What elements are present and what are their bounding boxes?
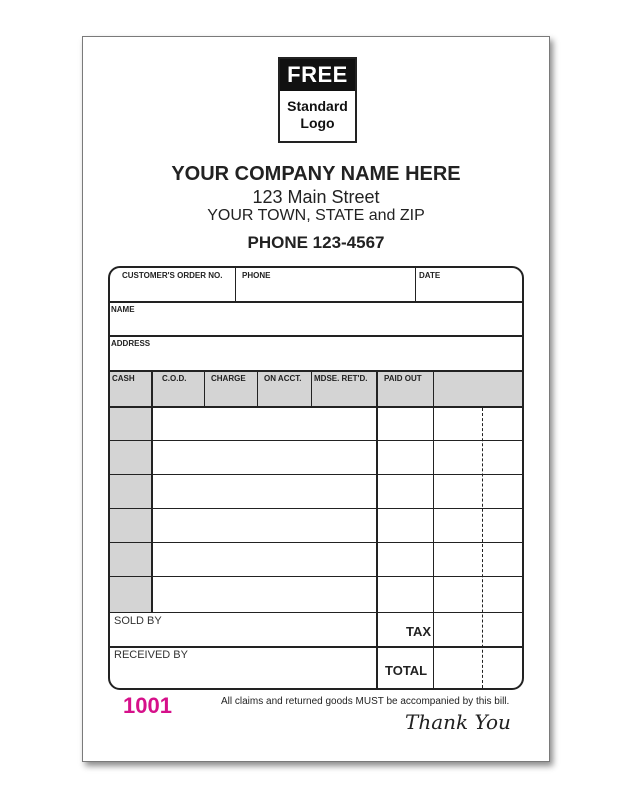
received-by-label: RECEIVED BY <box>114 649 188 661</box>
qty-column-shade <box>110 406 151 612</box>
logo-text <box>280 91 355 132</box>
order-form-grid <box>108 266 524 690</box>
line-row-3 <box>110 508 522 509</box>
name-label: NAME <box>111 305 135 314</box>
company-name: YOUR COMPANY NAME HERE <box>171 163 461 185</box>
line-items-bottom <box>110 612 522 613</box>
line-row-4 <box>110 542 522 543</box>
line-price-column <box>376 370 378 688</box>
payment-cash-label: CASH <box>112 374 135 383</box>
payment-paid-out-label: PAID OUT <box>384 374 422 383</box>
line-name-bottom <box>110 335 522 337</box>
company-street: 123 Main Street <box>252 187 380 207</box>
total-label: TOTAL <box>385 663 428 678</box>
line-qty-column <box>151 370 153 612</box>
line-row-5 <box>110 576 522 577</box>
logo-line-2: Logo <box>300 115 335 131</box>
line-address-bottom <box>110 370 522 372</box>
logo-placeholder <box>278 57 357 143</box>
logo-free-label: FREE <box>280 59 355 91</box>
payment-mdse-retd-label: MDSE. RET'D. <box>314 374 368 383</box>
line-header-divider-2 <box>415 268 416 301</box>
claims-notice: All claims and returned goods MUST be accompanied by this bill. <box>221 696 510 707</box>
company-town: YOUR TOWN, STATE and ZIP <box>207 207 425 224</box>
payment-on-acct-label: ON ACCT. <box>264 374 302 383</box>
line-header-divider-1 <box>235 268 236 301</box>
logo-line-1: Standard <box>287 98 348 114</box>
line-tax-bottom <box>110 646 522 648</box>
line-amount-column <box>433 370 434 688</box>
phone-label: PHONE <box>242 271 271 280</box>
tax-label: TAX <box>406 624 432 639</box>
payment-cod-label: C.O.D. <box>162 374 187 383</box>
payment-charge-label: CHARGE <box>211 374 246 383</box>
sales-form-sheet <box>82 36 550 762</box>
address-label: ADDRESS <box>111 339 151 348</box>
line-pay-divider-1 <box>204 370 205 406</box>
date-label: DATE <box>419 271 441 280</box>
line-header-bottom <box>110 301 522 303</box>
line-row-1 <box>110 440 522 441</box>
company-phone: PHONE 123-4567 <box>247 233 385 252</box>
thank-you-text: Thank You <box>405 710 511 734</box>
serial-number: 1001 <box>123 693 172 718</box>
line-pay-divider-2 <box>257 370 258 406</box>
customer-order-no-label: CUSTOMER'S ORDER NO. <box>122 271 223 280</box>
line-cents-divider <box>482 408 483 688</box>
line-row-2 <box>110 474 522 475</box>
sold-by-label: SOLD BY <box>114 615 162 627</box>
line-payment-bottom <box>110 406 522 408</box>
line-pay-divider-3 <box>311 370 312 406</box>
